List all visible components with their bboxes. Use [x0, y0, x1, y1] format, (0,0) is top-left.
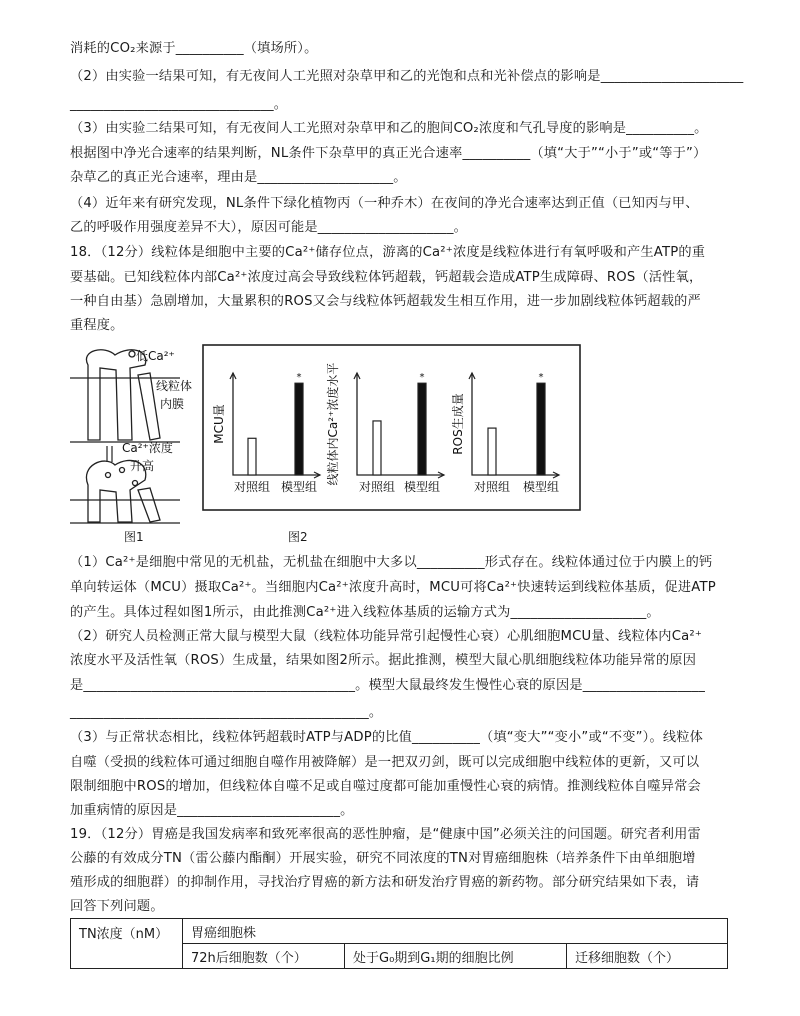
label-membrane-1: 线粒体 — [156, 379, 193, 393]
text-line: （2）由实验一结果可知，有无夜间人工光照对杂草甲和乙的光饱和点和光补偿点的影响是_____________________ — [70, 69, 744, 84]
bar-control — [488, 428, 496, 475]
figure-2 — [198, 340, 588, 518]
text-line: 重程度。 — [70, 318, 124, 333]
text-line: 一种自由基）急剧增加，大量累积的ROS又会与线粒体钙超载发生相互作用，进一步加剧线粒体钙超载的严 — [70, 294, 701, 309]
text-line: 单向转运体（MCU）摄取Ca²⁺。当细胞内Ca²⁺浓度升高时，MCU可将Ca²⁺快速转运到线粒体基质，促进ATP — [70, 580, 716, 595]
text-line: ______________________________。 — [70, 97, 288, 112]
header-tn-concentration: TN浓度（nM） — [71, 919, 183, 969]
bar-model — [295, 383, 303, 475]
x-tick-label: 对照组 — [358, 480, 396, 494]
text-line: 消耗的CO₂来源于__________（填场所）。 — [70, 41, 318, 56]
label-high-ca-2: 升高 — [130, 459, 155, 473]
header-cell-count: 72h后细胞数（个） — [183, 944, 345, 969]
y-axis-label: ROS生成量 — [451, 393, 465, 455]
label-low-ca: 低Ca²⁺ — [136, 349, 175, 363]
header-migration-count: 迁移细胞数（个） — [567, 944, 728, 969]
y-axis-label: MCU量 — [212, 404, 226, 444]
text-line: 的产生。具体过程如图1所示，由此推测Ca²⁺进入线粒体基质的运输方式为____________________。 — [70, 605, 660, 620]
text-line: 加重病情的原因是________________________。 — [70, 803, 354, 818]
figure-2-caption: 图2 — [288, 530, 308, 544]
text-line: （2）研究人员检测正常大鼠与模型大鼠（线粒体功能异常引起慢性心衰）心肌细胞MCU量、线粒体内Ca²⁺ — [70, 629, 703, 644]
text-line: 自噬（受损的线粒体可通过细胞自噬作用被降解）是一把双刃剑，既可以完成细胞中线粒体的更新，又可以 — [70, 755, 700, 770]
membrane-bottom — [70, 500, 180, 523]
label-high-ca-1: Ca²⁺浓度 — [122, 441, 173, 455]
axis — [472, 373, 559, 475]
header-g0-g1-ratio: 处于G₀期到G₁期的细胞比例 — [345, 944, 567, 969]
text-line: （1）Ca²⁺是细胞中常见的无机盐，无机盐在细胞中大多以__________形式存在。线粒体通过位于内膜上的钙 — [70, 555, 713, 570]
figure-1 — [70, 340, 195, 530]
x-tick-label: 模型组 — [280, 480, 318, 494]
significance-marker: * — [419, 372, 425, 384]
axis-arrow-icon — [354, 373, 444, 478]
text-line: （4）近年来有研究发现，NL条件下绿化植物丙（一种乔木）在夜间的净光合速率达到正值（已知丙与甲、 — [70, 196, 699, 211]
x-tick-label: 模型组 — [403, 480, 441, 494]
equilibrium-arrows-icon — [107, 446, 112, 462]
axis — [233, 373, 320, 475]
bar-control — [248, 438, 256, 475]
text-line: 要基础。已知线粒体内部Ca²⁺浓度过高会导致线粒体钙超载，钙超载会造成ATP生成障碍、ROS（活性氧， — [70, 270, 703, 285]
text-line: 根据图中净光合速率的结果判断，NL条件下杂草甲的真正光合速率__________（填“大于”“小于”或“等于”） — [70, 146, 707, 161]
x-tick-label: 对照组 — [233, 480, 271, 494]
text-line: （3）与正常状态相比，线粒体钙超载时ATP与ADP的比值__________（填“变大”“变小”或“不变”）。线粒体 — [70, 730, 704, 745]
text-line: 公藤的有效成分TN（雷公藤内酯酮）开展实验，研究不同浓度的TN对胃癌细胞株（培养条件下由单细胞增 — [70, 851, 696, 866]
bar-control — [373, 421, 381, 475]
mcu-protein-top — [86, 350, 145, 440]
text-line: （3）由实验二结果可知，有无夜间人工光照对杂草甲和乙的胞间CO₂浓度和气孔导度的影响是__________。 — [70, 121, 708, 136]
axis — [357, 373, 444, 475]
text-line: 是________________________________________。模型大鼠最终发生慢性心衰的原因是__________________ — [70, 678, 706, 693]
text-line: 浓度水平及活性氧（ROS）生成量，结果如图2所示。据此推测，模型大鼠心肌细胞线粒体功能异常的原因 — [70, 653, 697, 668]
figure-1-caption: 图1 — [124, 530, 144, 544]
x-tick-label: 对照组 — [473, 480, 511, 494]
header-cell-line: 胃癌细胞株 — [183, 919, 728, 944]
y-axis-label: 线粒体内Ca²⁺浓度水平 — [326, 362, 340, 486]
text-line: 19．（12分）胃癌是我国发病率和致死率很高的恶性肿瘤，是“健康中国”必须关注的问国题。研究者利用雷 — [70, 827, 701, 842]
axis-arrow-icon — [230, 373, 320, 478]
label-membrane-2: 内膜 — [160, 397, 185, 411]
text-line: 杂草乙的真正光合速率，理由是____________________。 — [70, 170, 407, 185]
text-line: 殖形成的细胞群）的抑制作用，寻找治疗胃癌的新方法和研发治疗胃癌的新药物。部分研究结果如下表，请 — [70, 875, 700, 890]
text-line: ____________________________________________。 — [70, 705, 383, 720]
bar-model — [418, 383, 426, 475]
results-table — [70, 918, 728, 969]
text-line: 乙的呼吸作用强度差异不大），原因可能是____________________。 — [70, 220, 468, 235]
text-line: 回答下列问题。 — [70, 899, 164, 914]
text-line: 限制细胞中ROS的增加，但线粒体自噬不足或自噬过度都可能加重慢性心衰的病情。推测线粒体自噬异常会 — [70, 779, 701, 794]
significance-marker: * — [296, 372, 302, 384]
bar-model — [537, 383, 545, 475]
significance-marker: * — [538, 372, 544, 384]
text-line: 18．（12分）线粒体是细胞中主要的Ca²⁺储存位点，游离的Ca²⁺浓度是线粒体进行有氧呼吸和产生ATP的重 — [70, 245, 706, 260]
x-tick-label: 模型组 — [522, 480, 560, 494]
